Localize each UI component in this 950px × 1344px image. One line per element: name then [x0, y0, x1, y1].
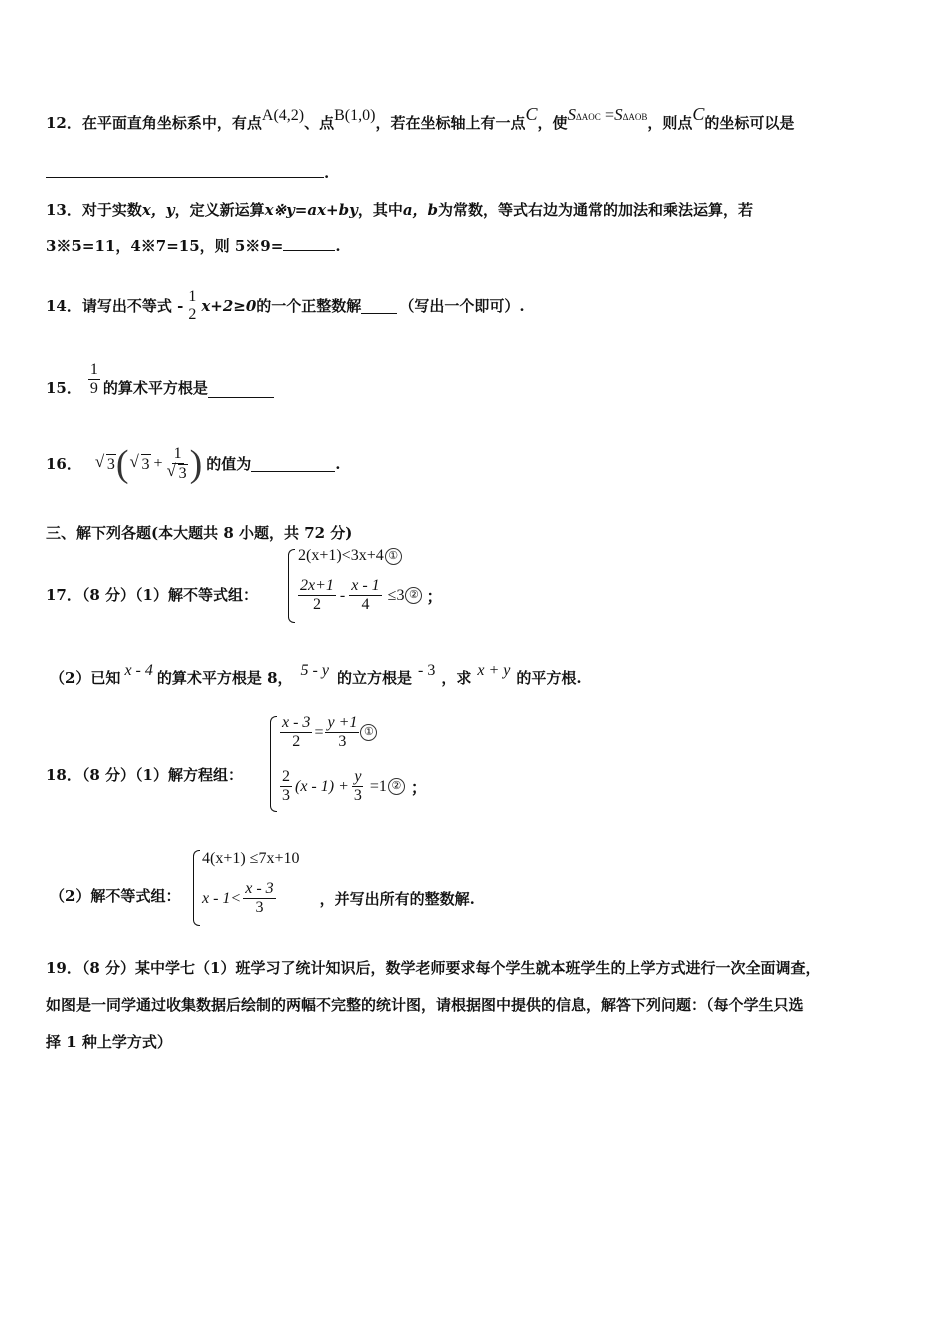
fraction-numerator: 1: [89, 361, 98, 378]
fraction: [298, 577, 336, 614]
question-13-line2: [46, 236, 341, 256]
fraction-numerator: x - 3: [282, 714, 311, 731]
question-19-line3: [46, 1032, 172, 1052]
question-text: ，若在坐标轴上有一点: [375, 114, 526, 132]
area-subscript: ΔAOC: [576, 112, 601, 122]
fraction-numerator: 1: [173, 445, 182, 462]
punctuation: ；: [410, 778, 427, 797]
area-subscript: ΔAOB: [622, 112, 648, 122]
answer-blank[interactable]: [283, 236, 335, 251]
punctuation: ；: [426, 587, 443, 606]
circled-number: ①: [385, 548, 402, 565]
inequality: x+2≥0: [201, 297, 257, 315]
expression: x - 4: [124, 662, 153, 679]
question-text: ，定义新运算: [174, 201, 265, 219]
operation-definition: x※y=ax+by: [264, 201, 358, 219]
question-19-line2: [46, 995, 804, 1015]
question-text: 如图是一同学通过收集数据后绘制的两幅不完整的统计图，请根据图中提供的信息，解答下列问题：（每个学生只选: [46, 996, 804, 1014]
left-paren: (: [115, 443, 129, 485]
system-brace: [270, 716, 277, 812]
square-root: √ 3: [178, 464, 188, 483]
expression: (x - 1) +: [295, 777, 349, 795]
fraction-denominator: 4: [361, 596, 370, 613]
fraction-denominator: 3: [282, 787, 290, 804]
fraction-numerator: x - 1: [351, 577, 380, 594]
fraction: [280, 714, 312, 751]
question-text: （2）解不等式组：: [50, 887, 181, 905]
fraction-denominator: 3: [255, 899, 264, 916]
system-brace: [193, 850, 200, 926]
equals-sign: =: [314, 723, 324, 741]
area-symbol: S: [567, 105, 576, 124]
question-text: ，使: [537, 114, 568, 132]
fraction-denominator: 3: [338, 733, 347, 750]
question-13: [46, 200, 753, 220]
question-text: 在平面直角坐标系中，有点: [81, 114, 262, 132]
question-text: 的算术平方根是: [102, 379, 208, 397]
answer-blank[interactable]: [208, 383, 274, 398]
question-text: ，则点: [647, 114, 693, 132]
fraction-numerator: 2: [282, 768, 290, 785]
system-row-2: [280, 768, 427, 805]
area-symbol: S: [614, 105, 623, 124]
question-18: [46, 765, 243, 785]
question-text: ，并写出所有的整数解.: [319, 890, 475, 908]
question-text: 3※5=11，4※7=15，则 5※9=: [46, 237, 284, 255]
circled-number: ①: [360, 724, 377, 741]
question-text: （8 分）某中学七（1）班学习了统计知识后，数学老师要求每个学生就本班学生的上学方式进行一次全面调查，: [81, 959, 821, 977]
constants: a，b: [402, 201, 439, 219]
question-number: 18．: [46, 766, 82, 784]
question-text: 为常数，等式右边为通常的加法和乘法运算，若: [438, 201, 754, 219]
question-15: [46, 352, 274, 398]
equals-sign: =: [605, 107, 615, 124]
question-text: 、点: [304, 114, 335, 132]
square-root: √ 3: [141, 454, 151, 475]
question-number: 17．: [46, 586, 82, 604]
question-text: ，求: [441, 669, 472, 687]
question-17-part2: [50, 662, 582, 689]
inequality: x - 1<: [202, 889, 242, 907]
question-number: 14．: [46, 297, 82, 315]
question-19: [46, 958, 820, 978]
question-text: 的算术平方根是 8，: [156, 669, 293, 687]
expression: - 3: [418, 662, 436, 679]
system-row-2: [298, 577, 442, 614]
system-row-2: [202, 880, 475, 917]
minus-sign: -: [339, 586, 346, 604]
question-text: 请写出不等式 -: [81, 297, 184, 315]
point-c: C: [692, 104, 705, 124]
question-text: 的一个正整数解: [256, 297, 362, 315]
question-number: 13．: [46, 201, 82, 219]
fraction: [243, 880, 275, 917]
fraction-numerator: x - 3: [245, 880, 274, 897]
inequality-relation: ≤3: [387, 586, 405, 604]
equation-system-18: [270, 714, 450, 814]
expression: x + y: [477, 662, 511, 679]
question-12-answer: [46, 163, 329, 183]
equation-rhs: =1: [369, 777, 387, 795]
question-text: .: [324, 164, 330, 182]
right-paren: ): [189, 443, 203, 485]
fraction: [325, 714, 359, 751]
fraction-denominator: 3: [353, 787, 362, 804]
question-number: 15．: [46, 379, 82, 397]
question-text: 对于实数: [81, 201, 142, 219]
point-b: B(1,0): [334, 107, 376, 124]
question-12: [46, 104, 795, 135]
inequality: 2(x+1)<3x+4: [298, 547, 384, 564]
question-text: （8 分）（1）解不等式组：: [81, 586, 258, 604]
fraction: [280, 768, 292, 805]
fraction-numerator: 1: [188, 288, 197, 305]
area-equation: [568, 105, 648, 124]
point-a: A(4,2): [261, 107, 305, 124]
question-number: 19．: [46, 959, 82, 977]
system-row-1: [280, 714, 377, 751]
fraction-denominator: 2: [312, 596, 321, 613]
question-text: 的值为: [206, 455, 252, 473]
question-text: （2）已知: [50, 669, 121, 687]
question-number: 12．: [46, 114, 82, 132]
fraction-denominator: 2: [188, 306, 197, 323]
system-brace: [288, 549, 295, 623]
fraction-numerator: y +1: [327, 714, 358, 731]
system-row-1: [202, 850, 299, 868]
answer-blank[interactable]: [361, 299, 397, 314]
circled-number: ②: [405, 587, 422, 604]
question-17: [46, 585, 258, 605]
answer-blank[interactable]: [251, 457, 335, 472]
fraction-denominator: 2: [292, 733, 301, 750]
question-text: ，其中: [357, 201, 403, 219]
system-row-1: [298, 547, 402, 565]
question-text: （写出一个即可）.: [399, 297, 525, 315]
section-heading: 三、解下列各题(本大题共 8 小题，共 72 分): [46, 524, 353, 542]
inequality-system-18: [193, 848, 513, 928]
answer-blank[interactable]: [46, 163, 324, 178]
question-text: .: [335, 455, 341, 473]
question-14: [46, 286, 525, 326]
fraction: [186, 288, 198, 324]
fraction: [349, 577, 381, 614]
inequality: 4(x+1) ≤7x+10: [202, 850, 300, 867]
variables: x，y: [141, 201, 175, 219]
question-text: .: [335, 237, 341, 255]
square-root: √ 3: [106, 454, 116, 475]
inequality-system-17: [288, 547, 468, 625]
question-18-part2: [50, 886, 180, 906]
fraction-numerator: 2x+1: [300, 577, 334, 594]
question-text: 的坐标可以是: [704, 114, 795, 132]
plus-sign: +: [153, 455, 163, 472]
fraction-numerator: y: [354, 768, 362, 785]
point-c: C: [525, 104, 538, 124]
question-16: [46, 440, 340, 488]
fraction: [166, 445, 190, 483]
question-number: 16．: [46, 455, 82, 473]
fraction-denominator: 9: [89, 380, 98, 397]
question-text: （8 分）（1）解方程组：: [81, 766, 243, 784]
fraction: [352, 768, 364, 805]
question-text: 的立方根是: [336, 669, 412, 687]
circled-number: ②: [388, 778, 405, 795]
question-text: 择 1 种上学方式）: [46, 1033, 172, 1051]
question-text: 的平方根.: [516, 669, 582, 687]
expression: 5 - y: [300, 662, 329, 679]
fraction: [88, 361, 100, 398]
